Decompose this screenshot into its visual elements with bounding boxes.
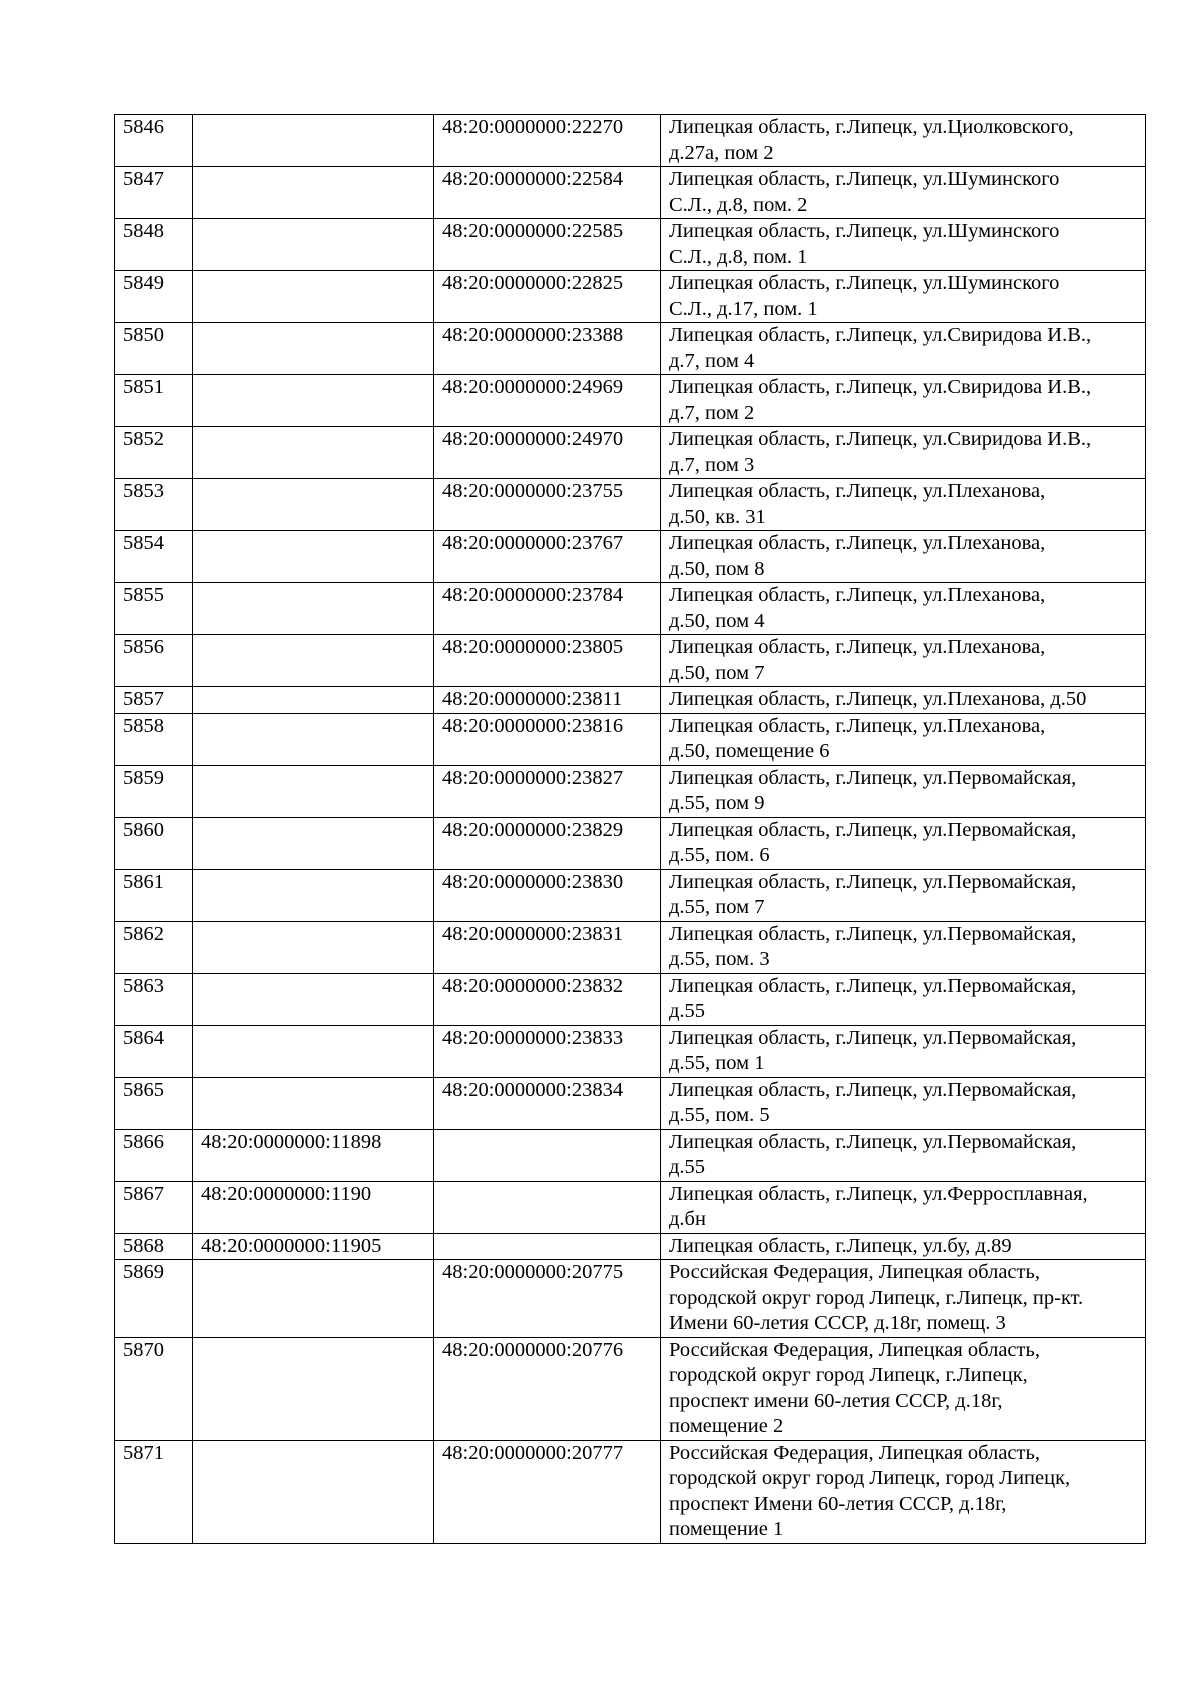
row-number-cell: 5855 (115, 583, 193, 635)
land-parcel-cadastral-number-cell (193, 687, 434, 714)
object-cadastral-number-cell: 48:20:0000000:22584 (434, 167, 661, 219)
land-parcel-cadastral-number-cell: 48:20:0000000:1190 (193, 1181, 434, 1233)
object-cadastral-number-cell: 48:20:0000000:23827 (434, 765, 661, 817)
land-parcel-cadastral-number-cell (193, 1260, 434, 1338)
land-parcel-cadastral-number-cell (193, 479, 434, 531)
registry-table (114, 114, 1146, 1544)
row-number-cell: 5863 (115, 973, 193, 1025)
land-parcel-cadastral-number-cell (193, 375, 434, 427)
table-row (115, 375, 1146, 427)
table-row (115, 687, 1146, 714)
row-number-cell: 5851 (115, 375, 193, 427)
land-parcel-cadastral-number-cell: 48:20:0000000:11905 (193, 1233, 434, 1260)
table-row (115, 1077, 1146, 1129)
object-cadastral-number-cell: 48:20:0000000:23833 (434, 1025, 661, 1077)
address-cell: Липецкая область, г.Липецк, ул.Шуминского С.Л., д.17, пом. 1 (661, 271, 1146, 323)
row-number-cell: 5871 (115, 1440, 193, 1543)
row-number-cell: 5865 (115, 1077, 193, 1129)
object-cadastral-number-cell (434, 1181, 661, 1233)
row-number-cell: 5870 (115, 1337, 193, 1440)
table-row (115, 1337, 1146, 1440)
row-number-cell: 5868 (115, 1233, 193, 1260)
land-parcel-cadastral-number-cell (193, 1077, 434, 1129)
row-number-cell: 5849 (115, 271, 193, 323)
land-parcel-cadastral-number-cell (193, 271, 434, 323)
address-cell: Липецкая область, г.Липецк, ул.Первомайская, д.55 (661, 973, 1146, 1025)
address-cell: Липецкая область, г.Липецк, ул.Свиридова И.В., д.7, пом 2 (661, 375, 1146, 427)
row-number-cell: 5864 (115, 1025, 193, 1077)
object-cadastral-number-cell: 48:20:0000000:23805 (434, 635, 661, 687)
address-cell: Липецкая область, г.Липецк, ул.Плеханова, д.50 (661, 687, 1146, 714)
table-row (115, 1260, 1146, 1338)
land-parcel-cadastral-number-cell (193, 921, 434, 973)
land-parcel-cadastral-number-cell (193, 973, 434, 1025)
row-number-cell: 5861 (115, 869, 193, 921)
table-row (115, 115, 1146, 167)
address-cell: Липецкая область, г.Липецк, ул.Плеханова, д.50, пом 7 (661, 635, 1146, 687)
address-cell: Липецкая область, г.Липецк, ул.Плеханова, д.50, помещение 6 (661, 713, 1146, 765)
address-cell: Российская Федерация, Липецкая область, городской округ город Липецк, г.Липецк, пр-кт. Имени 60-летия СССР, д.18г, помещ. 3 (661, 1260, 1146, 1338)
land-parcel-cadastral-number-cell (193, 583, 434, 635)
address-cell: Липецкая область, г.Липецк, ул.Свиридова И.В., д.7, пом 4 (661, 323, 1146, 375)
row-number-cell: 5869 (115, 1260, 193, 1338)
object-cadastral-number-cell: 48:20:0000000:20776 (434, 1337, 661, 1440)
land-parcel-cadastral-number-cell: 48:20:0000000:11898 (193, 1129, 434, 1181)
address-cell: Липецкая область, г.Липецк, ул.Плеханова, д.50, пом 4 (661, 583, 1146, 635)
table-row (115, 1129, 1146, 1181)
land-parcel-cadastral-number-cell (193, 1337, 434, 1440)
address-cell: Российская Федерация, Липецкая область, городской округ город Липецк, город Липецк, проспект Имени 60-летия СССР, д.18г, помещение 1 (661, 1440, 1146, 1543)
object-cadastral-number-cell: 48:20:0000000:23831 (434, 921, 661, 973)
object-cadastral-number-cell: 48:20:0000000:20777 (434, 1440, 661, 1543)
table-row (115, 635, 1146, 687)
address-cell: Липецкая область, г.Липецк, ул.Плеханова, д.50, кв. 31 (661, 479, 1146, 531)
address-cell: Липецкая область, г.Липецк, ул.Первомайская, д.55, пом. 5 (661, 1077, 1146, 1129)
table-row (115, 271, 1146, 323)
row-number-cell: 5850 (115, 323, 193, 375)
table-row (115, 1181, 1146, 1233)
row-number-cell: 5860 (115, 817, 193, 869)
land-parcel-cadastral-number-cell (193, 531, 434, 583)
land-parcel-cadastral-number-cell (193, 167, 434, 219)
address-cell: Липецкая область, г.Липецк, ул.Первомайская, д.55, пом. 6 (661, 817, 1146, 869)
row-number-cell: 5848 (115, 219, 193, 271)
address-cell: Липецкая область, г.Липецк, ул.Первомайская, д.55, пом. 3 (661, 921, 1146, 973)
table-row (115, 765, 1146, 817)
table-row (115, 1025, 1146, 1077)
table-row (115, 427, 1146, 479)
table-row (115, 583, 1146, 635)
land-parcel-cadastral-number-cell (193, 635, 434, 687)
land-parcel-cadastral-number-cell (193, 427, 434, 479)
land-parcel-cadastral-number-cell (193, 1025, 434, 1077)
object-cadastral-number-cell: 48:20:0000000:23832 (434, 973, 661, 1025)
row-number-cell: 5852 (115, 427, 193, 479)
land-parcel-cadastral-number-cell (193, 869, 434, 921)
object-cadastral-number-cell: 48:20:0000000:24970 (434, 427, 661, 479)
address-cell: Липецкая область, г.Липецк, ул.Циолковского, д.27а, пом 2 (661, 115, 1146, 167)
land-parcel-cadastral-number-cell (193, 817, 434, 869)
table-row (115, 817, 1146, 869)
row-number-cell: 5866 (115, 1129, 193, 1181)
object-cadastral-number-cell: 48:20:0000000:23834 (434, 1077, 661, 1129)
table-row (115, 713, 1146, 765)
table-row (115, 219, 1146, 271)
row-number-cell: 5846 (115, 115, 193, 167)
object-cadastral-number-cell: 48:20:0000000:23830 (434, 869, 661, 921)
address-cell: Липецкая область, г.Липецк, ул.Шуминского С.Л., д.8, пом. 2 (661, 167, 1146, 219)
object-cadastral-number-cell: 48:20:0000000:23829 (434, 817, 661, 869)
address-cell: Липецкая область, г.Липецк, ул.бу, д.89 (661, 1233, 1146, 1260)
address-cell: Российская Федерация, Липецкая область, городской округ город Липецк, г.Липецк, проспект имени 60-летия СССР, д.18г, помещение 2 (661, 1337, 1146, 1440)
object-cadastral-number-cell (434, 1129, 661, 1181)
row-number-cell: 5859 (115, 765, 193, 817)
object-cadastral-number-cell: 48:20:0000000:23816 (434, 713, 661, 765)
land-parcel-cadastral-number-cell (193, 765, 434, 817)
row-number-cell: 5854 (115, 531, 193, 583)
table-row (115, 1440, 1146, 1543)
address-cell: Липецкая область, г.Липецк, ул.Первомайская, д.55, пом 1 (661, 1025, 1146, 1077)
row-number-cell: 5847 (115, 167, 193, 219)
address-cell: Липецкая область, г.Липецк, ул.Ферросплавная, д.бн (661, 1181, 1146, 1233)
address-cell: Липецкая область, г.Липецк, ул.Свиридова И.В., д.7, пом 3 (661, 427, 1146, 479)
row-number-cell: 5853 (115, 479, 193, 531)
land-parcel-cadastral-number-cell (193, 713, 434, 765)
address-cell: Липецкая область, г.Липецк, ул.Первомайская, д.55 (661, 1129, 1146, 1181)
row-number-cell: 5867 (115, 1181, 193, 1233)
table-row (115, 531, 1146, 583)
object-cadastral-number-cell: 48:20:0000000:23755 (434, 479, 661, 531)
object-cadastral-number-cell: 48:20:0000000:23767 (434, 531, 661, 583)
land-parcel-cadastral-number-cell (193, 1440, 434, 1543)
table-row (115, 323, 1146, 375)
object-cadastral-number-cell: 48:20:0000000:20775 (434, 1260, 661, 1338)
object-cadastral-number-cell: 48:20:0000000:22585 (434, 219, 661, 271)
object-cadastral-number-cell: 48:20:0000000:23388 (434, 323, 661, 375)
table-row (115, 1233, 1146, 1260)
land-parcel-cadastral-number-cell (193, 115, 434, 167)
land-parcel-cadastral-number-cell (193, 219, 434, 271)
row-number-cell: 5856 (115, 635, 193, 687)
row-number-cell: 5857 (115, 687, 193, 714)
table-row (115, 869, 1146, 921)
object-cadastral-number-cell: 48:20:0000000:22825 (434, 271, 661, 323)
object-cadastral-number-cell: 48:20:0000000:23784 (434, 583, 661, 635)
address-cell: Липецкая область, г.Липецк, ул.Первомайская, д.55, пом 7 (661, 869, 1146, 921)
table-row (115, 973, 1146, 1025)
object-cadastral-number-cell: 48:20:0000000:24969 (434, 375, 661, 427)
address-cell: Липецкая область, г.Липецк, ул.Плеханова, д.50, пом 8 (661, 531, 1146, 583)
address-cell: Липецкая область, г.Липецк, ул.Шуминского С.Л., д.8, пом. 1 (661, 219, 1146, 271)
registry-table-body (115, 115, 1146, 1544)
object-cadastral-number-cell: 48:20:0000000:22270 (434, 115, 661, 167)
row-number-cell: 5862 (115, 921, 193, 973)
row-number-cell: 5858 (115, 713, 193, 765)
address-cell: Липецкая область, г.Липецк, ул.Первомайская, д.55, пом 9 (661, 765, 1146, 817)
object-cadastral-number-cell (434, 1233, 661, 1260)
table-row (115, 921, 1146, 973)
table-row (115, 479, 1146, 531)
table-row (115, 167, 1146, 219)
land-parcel-cadastral-number-cell (193, 323, 434, 375)
object-cadastral-number-cell: 48:20:0000000:23811 (434, 687, 661, 714)
